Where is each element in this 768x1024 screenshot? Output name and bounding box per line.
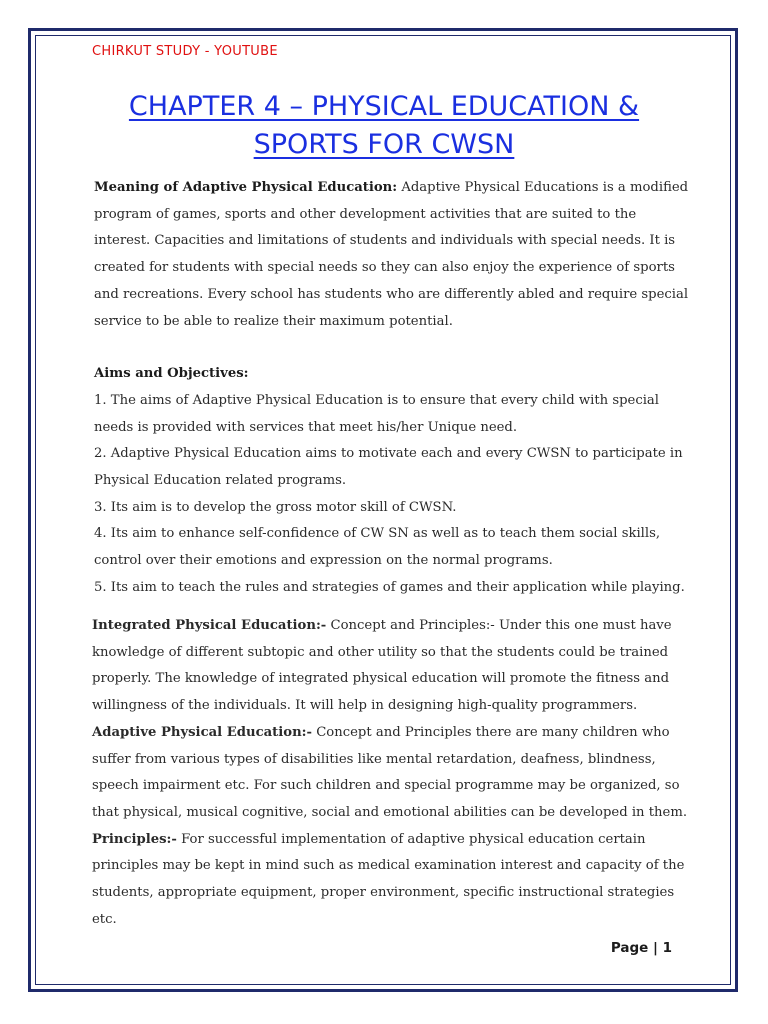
page-number: Page | 1 — [610, 940, 672, 956]
aims-item-4: 4. Its aim to enhance self-confidence of CW SN as well as to teach them social skills, control over their emotions and expression on the normal programs. — [94, 526, 661, 569]
meaning-text: Adaptive Physical Educations is a modified program of games, sports and other development activities that are suited to the interest. Capacities and limitations of students and individuals with special needs. It is created for students with special needs so they can also enjoy the experience of sports and recreations. Every school has students who are differently abled and require special service to be able to realize their maximum potential. — [94, 180, 689, 329]
principles-section — [92, 613, 696, 933]
chapter-title-line1: CHAPTER 4 – PHYSICAL EDUCATION & — [128, 91, 640, 122]
principles-paragraph — [92, 827, 696, 934]
meaning-heading: Meaning of Adaptive Physical Education: — [94, 180, 398, 195]
principles-heading: Principles:- — [92, 831, 177, 847]
aims-item-5: 5. Its aim to teach the rules and strategies of games and their application while playing. — [94, 579, 685, 595]
aims-item-3: 3. Its aim is to develop the gross motor skill of CWSN. — [94, 499, 457, 515]
channel-header: CHIRKUT STUDY - YOUTUBE — [92, 44, 278, 59]
document-body — [94, 175, 694, 602]
adaptive-heading: Adaptive Physical Education:- — [92, 724, 313, 740]
adaptive-text: Concept and Principles there are many children who suffer from various types of disabilities like mental retardation, deafness, blindness, speech impairment etc. For such children and special programme may be organized, so that physical, musical cognitive, social and emotional abilities can be developed in them. — [92, 724, 688, 820]
principles-text: For successful implementation of adaptive physical education certain principles may be kept in mind such as medical examination interest and capacity of the students, appropriate equipment, proper environment, specific instructional strategies etc. — [92, 831, 685, 927]
aims-item-2: 2. Adaptive Physical Education aims to motivate each and every CWSN to participate in Physical Education related programs. — [94, 446, 683, 489]
integrated-text: Concept and Principles:- Under this one must have knowledge of different subtopic and other utility so that the students could be trained properly. The knowledge of integrated physical education will promote the fitness and willingness of the individuals. It will help in designing high-quality programmers. — [92, 618, 672, 714]
chapter-title — [60, 88, 708, 164]
aims-heading: Aims and Objectives: — [94, 366, 249, 382]
meaning-paragraph — [94, 175, 694, 335]
adaptive-paragraph — [92, 720, 696, 827]
integrated-heading: Integrated Physical Education:- — [92, 618, 327, 633]
chapter-title-line2: SPORTS FOR CWSN — [253, 129, 515, 160]
integrated-paragraph — [92, 613, 696, 720]
aims-item-1: 1. The aims of Adaptive Physical Education is to ensure that every child with special needs is provided with services that meet his/her Unique need. — [94, 392, 660, 435]
